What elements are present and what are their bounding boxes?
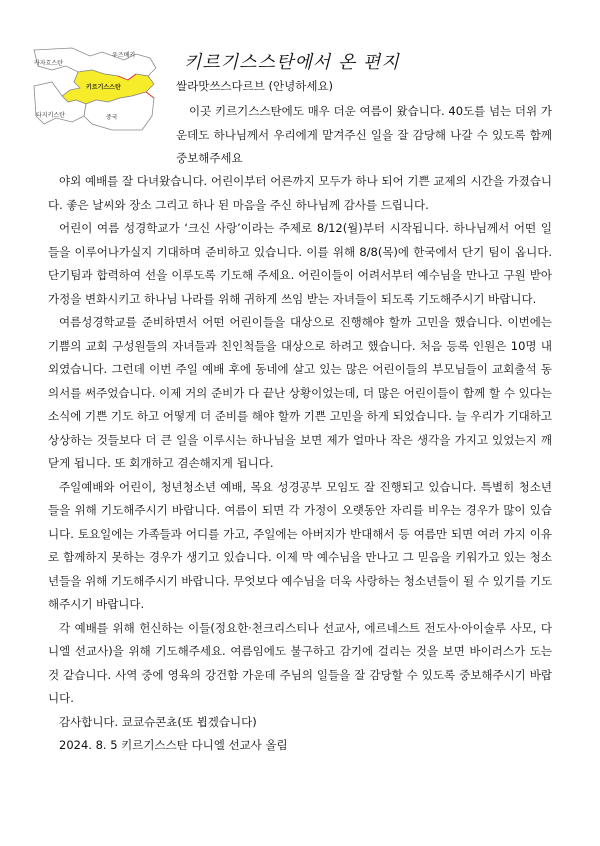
letter-body (48, 170, 552, 758)
map-label-uzbekistan: 우즈베키 (112, 52, 136, 59)
map-label-china: 중국 (106, 114, 118, 121)
paragraph-workers: 각 예배를 위해 헌신하는 이들(정요한·천크리스티나 선교사, 에르네스트 전도사·아이술루 사모, 다니엘 선교사)을 위해 기도해주세요. 여름임에도 불구하고 감기에 걸리는 것을 보면 바이러스가 도는 것 같습니다. 사역 중에 영육의 강건함 가운데 주님의 일들을 잘 감당할 수 있도록 중보해주시기 바랍니다. (48, 620, 552, 705)
intro-paragraph: 이곳 키르기스스탄에도 매우 더운 여름이 왔습니다. 40도를 넘는 더위 가운데도 하나님께서 우리에게 맡겨주신 일을 잘 감당해 나갈 수 있도록 함께 중보해주세요 (176, 104, 552, 165)
kyrgyzstan-map (32, 46, 158, 132)
letter-title: 키르기스스탄에서 온 편지 (184, 52, 400, 73)
paragraph-bible-school: 어린이 여름 성경학교가 ‘크신 사랑’이라는 주제로 8/12(월)부터 시작됩니다. 하나님께서 어떤 일들을 이루어나가실지 기대하며 준비하고 있습니다. 이를 위해 8/8(목)에 한국에서 단기 팀이 옵니다. 단기팀과 합력하여 선을 이루도록 기도해 주세요. 어린이들이 어려서부터 예수님을 만나고 구원 받아 가정을 변화시키고 하나님 나라를 위해 귀하게 쓰임 받는 자녀들이 되도록 기도해주시기 바랍니다. (48, 221, 552, 306)
letter-greeting: 쌀라맛쓰스다르브 (안녕하세요) (176, 79, 334, 93)
map-label-tajikistan: 타지키스탄 (36, 112, 65, 119)
map-label-kazakhstan: 카자흐스탄 (34, 60, 63, 67)
paragraph-preparation: 여름성경학교를 준비하면서 어떤 어린이들을 대상으로 진행해야 할까 고민을 했습니다. 이번에는 기쁨의 교회 구성원들의 자녀들과 친인척들을 대상으로 하려고 했습니다. 처음 등록 인원은 10명 내외였습니다. 그런데 이번 주일 예배 후에 동네에 살고 있는 많은 어린이들의 부모님들이 교회출석 동의서를 써주었습니다. 이제 거의 준비가 다 끝난 상황이었는데, 더 많은 어린이들이 함께 할 수 있다는 소식에 기쁜 기도 하고 어떻게 더 준비를 해야 할까 기쁜 고민을 하게 되었습니다. 늘 우리가 기대하고 상상하는 것들보다 더 큰 일을 이루시는 하나님을 보면 제가 얼마나 작은 생각을 가지고 있었는지 깨닫게 됩니다. 또 회개하고 겸손해지게 됩니다. (48, 315, 553, 470)
letter-closing: 감사합니다. 쿄쿄슈콘쵸(또 뵙겠습니다) (59, 714, 257, 729)
paragraph-outdoor-worship: 야외 예배를 잘 다녀왔습니다. 어린이부터 어른까지 모두가 하나 되어 기쁜 교제의 시간을 가졌습니다. 좋은 날씨와 장소 그리고 하나 된 마음을 주신 하나님께 감사를 드립니다. (48, 174, 552, 212)
letter-signature: 2024. 8. 5 키르기스스탄 다니엘 선교사 올림 (59, 738, 288, 752)
paragraph-youth: 주일예배와 어린이, 청년청소년 예배, 목요 성경공부 모임도 잘 진행되고 있습니다. 특별히 청소년들을 위해 기도해주시기 바랍니다. 여름이 되면 각 가정이 오랫동안 자리를 비우는 경우가 많이 있습니다. 토요일에는 가족들과 어디를 가고, 주일에는 아버지가 반대해서 등 여름만 되면 여러 가지 이유로 함께하지 못하는 경우가 생기고 있습니다. 이제 막 예수님을 만나고 그 믿음을 키워가고 있는 청소년들을 위해 기도해주시기 바랍니다. 무엇보다 예수님을 더욱 사랑하는 청소년들이 될 수 있기를 기도해주시기 바랍니다. (48, 479, 552, 611)
map-label-kyrgyzstan: 키르기스스탄 (86, 84, 121, 91)
